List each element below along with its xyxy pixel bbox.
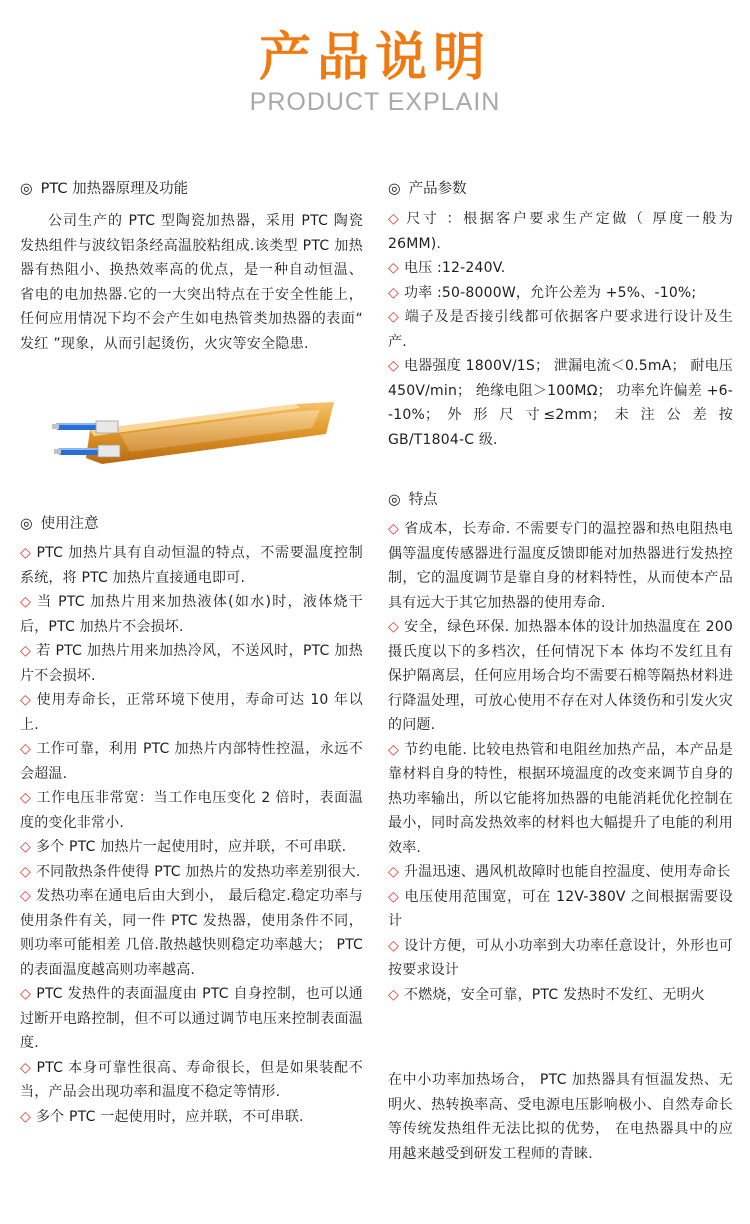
list-item: ◇ 多个 PTC 一起使用时，应并联，不可串联. bbox=[20, 1108, 304, 1125]
diamond-bullet-icon: ◇ bbox=[20, 863, 31, 880]
diamond-bullet-icon: ◇ bbox=[388, 986, 399, 1003]
diamond-bullet-icon: ◇ bbox=[20, 1108, 31, 1125]
diamond-bullet-icon: ◇ bbox=[20, 790, 32, 806]
diamond-bullet-icon: ◇ bbox=[20, 839, 31, 855]
principle-heading-text: PTC 加热器原理及功能 bbox=[40, 181, 189, 197]
diamond-bullet-icon: ◇ bbox=[388, 211, 402, 227]
list-item: ◇ 不燃烧，安全可靠，PTC 发热时不发红、无明火 bbox=[388, 986, 705, 1003]
diamond-bullet-icon: ◇ bbox=[20, 545, 32, 561]
features-list bbox=[388, 517, 733, 1007]
list-item: ◇ 功率 :50-8000W，允许公差为 +5%、-10%; bbox=[388, 284, 697, 301]
list-item: ◇ 多个 PTC 加热片一起使用时，应并联，不可串联. bbox=[20, 839, 347, 855]
principle-paragraph: 公司生产的 PTC 型陶瓷加热器，采用 PTC 陶瓷发热组件与波纹铝条经高温胶粘组成.该类型 PTC 加热器有热阻小、换热效率高的优点，是一种自动恒温、省电的电加热器.它的一大突出特点在于安全性能上，任何应用情况下均不会产生如电热管类加热器的表面“ 发红 ”现象，从而引起烫伤，火灾等安全隐患. bbox=[20, 213, 363, 352]
features-heading bbox=[388, 490, 438, 510]
list-item: ◇ 电压 :12-240V. bbox=[388, 260, 506, 276]
diamond-bullet-icon: ◇ bbox=[20, 692, 32, 708]
diamond-bullet-icon: ◇ bbox=[20, 643, 32, 659]
ptc-heater-photo bbox=[50, 398, 340, 478]
ring-bullet-icon: ◎ bbox=[388, 492, 401, 508]
diamond-bullet-icon: ◇ bbox=[20, 986, 32, 1002]
list-item: ◇ PTC 本身可靠性很高、寿命很长，但是如果装配不当，产品会出现功率和温度不稳定等情形. bbox=[20, 1059, 363, 1100]
ring-bullet-icon: ◎ bbox=[20, 516, 33, 532]
list-item: ◇ 发热功率在通电后由大到小， 最后稳定.稳定功率与使用条件有关，同一件 PTC 发热器，使用条件不同，则功率可能相差 几倍.散热越快则稳定功率越大； PTC 的表面温度越高则功率越高. bbox=[20, 888, 364, 978]
list-item: ◇ 若 PTC 加热片用来加热冷风，不送风时，PTC 加热片不会损坏. bbox=[20, 643, 364, 684]
diamond-bullet-icon: ◇ bbox=[388, 284, 399, 301]
ring-bullet-icon: ◎ bbox=[20, 181, 33, 197]
params-list bbox=[388, 207, 733, 452]
principle-heading bbox=[20, 179, 188, 199]
list-item: ◇ PTC 发热件的表面温度由 PTC 自身控制，也可以通过断开电路控制，但不可以通过调节电压来控制表面温度. bbox=[20, 986, 364, 1051]
list-item: ◇ PTC 加热片具有自动恒温的特点，不需要温度控制系统，将 PTC 加热片直接通电即可. bbox=[20, 545, 363, 586]
features-heading-text: 特点 bbox=[408, 492, 438, 508]
list-item: ◇ 当 PTC 加热片用来加热液体(如水)时，液体烧干后，PTC 加热片不会损坏. bbox=[20, 594, 363, 635]
list-item: ◇ 尺寸 ：根据客户要求生产定做（ 厚度一般为 26MM). bbox=[388, 211, 734, 252]
list-item: ◇ 升温迅速、遇风机故障时也能自控温度、使用寿命长 bbox=[388, 864, 731, 880]
params-heading bbox=[388, 179, 467, 199]
diamond-bullet-icon: ◇ bbox=[388, 309, 400, 325]
page-subtitle: PRODUCT EXPLAIN bbox=[249, 88, 501, 116]
diamond-bullet-icon: ◇ bbox=[20, 888, 32, 904]
diamond-bullet-icon: ◇ bbox=[388, 888, 400, 905]
diamond-bullet-icon: ◇ bbox=[388, 358, 400, 374]
list-item: ◇ 使用寿命长，正常环境下使用，寿命可达 10 年以上. bbox=[20, 692, 363, 733]
params-heading-text: 产品参数 bbox=[408, 181, 467, 197]
diamond-bullet-icon: ◇ bbox=[20, 741, 32, 757]
list-item: ◇ 设计方便，可从小功率到大功率任意设计，外形也可按要求设计 bbox=[388, 937, 733, 978]
list-item: ◇ 省成本，长寿命. 不需要专门的温控器和热电阻热电偶等温度传感器进行温度反馈即能对加热器进行发热控制，它的温度调节是靠自身的材料特性，从而使本产品具有远大于其它加热器的使用寿命. bbox=[388, 521, 734, 611]
list-item: ◇ 端子及是否接引线都可依据客户要求进行设计及生产. bbox=[388, 309, 734, 350]
ring-bullet-icon: ◎ bbox=[388, 181, 401, 197]
diamond-bullet-icon: ◇ bbox=[20, 594, 33, 610]
page-title: 产品说明 bbox=[258, 28, 491, 88]
usage-heading bbox=[20, 514, 99, 534]
list-item: ◇ 工作电压非常宽：当工作电压变化 2 倍时，表面温度的变化非常小. bbox=[20, 790, 363, 831]
usage-list bbox=[20, 541, 363, 1129]
usage-heading-text: 使用注意 bbox=[40, 516, 99, 532]
list-item: ◇ 工作可靠，利用 PTC 加热片内部特性控温，永远不会超温. bbox=[20, 741, 363, 782]
list-item: ◇ 节约电能. 比较电热管和电阻丝加热产品，本产品是靠材料自身的特性，根据环境温度的改变来调节自身的热功率输出，所以它能将加热器的电能消耗优化控制在最小，同时高发热效率的材料也大幅提升了电能的利用效率. bbox=[388, 741, 734, 856]
diamond-bullet-icon: ◇ bbox=[388, 864, 399, 880]
diamond-bullet-icon: ◇ bbox=[388, 260, 399, 276]
diamond-bullet-icon: ◇ bbox=[20, 1059, 32, 1076]
list-item: ◇ 电器强度 1800V/1S； 泄漏电流＜0.5mA； 耐电压 450V/min； 绝缘电阻＞100MΩ； 功率允许偏差 +6--10%； 外 形 尺 寸≤2mm； 未 注 公 差 按 GB/T1804-C 级. bbox=[388, 358, 734, 448]
diamond-bullet-icon: ◇ bbox=[388, 521, 400, 537]
list-item: ◇ 安全，绿色环保. 加热器本体的设计加热温度在 200 摄氏度以下的多档次，任何情况下本 体均不发红且有保护隔离层，任何应用场合均不需要石棉等隔热材料进 行降温处理，可放心使用不存在对人体烫伤和引发火灾的问题. bbox=[388, 619, 733, 733]
diamond-bullet-icon: ◇ bbox=[388, 937, 400, 954]
diamond-bullet-icon: ◇ bbox=[388, 741, 400, 758]
diamond-bullet-icon: ◇ bbox=[388, 619, 400, 635]
features-summary: 在中小功率加热场合， PTC 加热器具有恒温发热、无明火、热转换率高、受电源电压影响极小、自然寿命长等传统发热组件无法比拟的优势， 在电热器具中的应用越来越受到研发工程师的青睐. bbox=[388, 1072, 733, 1162]
list-item: ◇ 不同散热条件使得 PTC 加热片的发热功率差别很大. bbox=[20, 863, 361, 880]
list-item: ◇ 电压使用范围宽，可在 12V-380V 之间根据需要设计 bbox=[388, 888, 733, 929]
